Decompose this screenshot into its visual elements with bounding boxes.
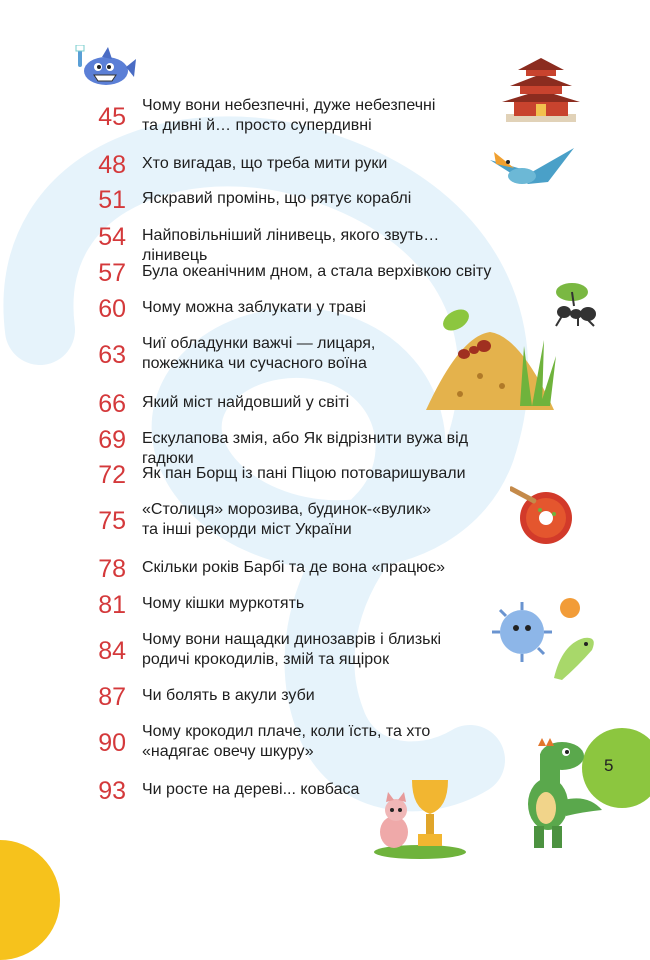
toc-page-number: 84 [98,637,126,665]
toc-title-line: Скільки років Барбі та де вона «працює» [142,559,446,576]
toc-title-line: Ескулапова змія, або Як відрізнити вужа від гадюки [142,430,469,467]
toc-page-number: 51 [98,186,126,214]
toc-title-line: Хто вигадав, що треба мити руки [142,155,388,172]
toc-page-number: 87 [98,683,126,711]
toc-page-number: 81 [98,591,126,619]
toc-page-number: 66 [98,390,126,418]
toc-title-line: пожежника чи сучасного воїна [142,355,367,372]
toc-title [142,429,502,469]
toc-title-line: Чому кішки муркотять [142,595,305,612]
pterodactyl-icon [488,142,574,200]
toc-page-number: 48 [98,151,126,179]
toc-title-line: та інші рекорди міст України [142,521,352,538]
toc-page-number: 78 [98,555,126,583]
toc-title [142,500,502,540]
toc-page-number: 75 [98,507,126,535]
toc-title-line: Чому крокодил плаче, коли їсть, та хто [142,723,431,740]
toc-page-number: 69 [98,426,126,454]
germs-icon [488,588,608,688]
toc-title [142,722,502,762]
borscht-bowl-icon [510,486,574,546]
pagoda-icon [500,56,582,124]
toc-page-number: 57 [98,259,126,287]
dinosaur-icon [508,738,604,850]
toc-title-line: Який міст найдовший у світі [142,394,350,411]
toc-title [142,464,502,484]
toc-title-line: Чиї обладунки важчі — лицаря, [142,335,376,352]
toc-page-number: 60 [98,295,126,323]
toc-title [142,630,502,670]
toc-page-number: 63 [98,341,126,369]
toc-title-line: «надягає овечу шкуру» [142,743,314,760]
toc-title [142,154,502,174]
toc-page-number: 72 [98,461,126,489]
toc-title-line: Чи росте на дереві... ковбаса [142,781,360,798]
toc-title-line: «Столиця» морозива, будинок-«вулик» [142,501,431,518]
toc-title [142,594,502,614]
toc-title-line: родичі крокодилів, змій та ящірок [142,651,390,668]
ant-hill-icon [420,306,558,412]
page-number: 5 [604,756,614,775]
toc-title [142,189,502,209]
toc-page-number: 93 [98,777,126,805]
toc-title-line: Чи болять в акули зуби [142,687,315,704]
toc-title [142,226,502,266]
toc-title-line: Найповільніший лінивець, якого звуть… лінивець [142,227,440,264]
toc-title-line: Як пан Борщ із пані Піцою потоваришували [142,465,466,482]
shark-toothbrush-icon [72,45,136,95]
toc-title [142,558,502,578]
cat-trophy-icon [372,778,468,860]
toc-title-line: та дивні й… просто супердивні [142,117,372,134]
toc-page-number: 45 [98,103,126,131]
toc-title-line: Чому можна заблукати у траві [142,299,367,316]
toc-title [142,262,502,282]
toc-title [142,686,502,706]
toc-title [142,96,502,136]
toc-title-line: Яскравий промінь, що рятує кораблі [142,190,412,207]
toc-title-line: Чому вони небезпечні, дуже небезпечні [142,97,436,114]
toc-page-number: 54 [98,223,126,251]
toc-page-number: 90 [98,729,126,757]
toc-title-line: Чому вони нащадки динозаврів і близькі [142,631,442,648]
toc-title-line: Була океанічним дном, а стала верхівкою світу [142,263,492,280]
